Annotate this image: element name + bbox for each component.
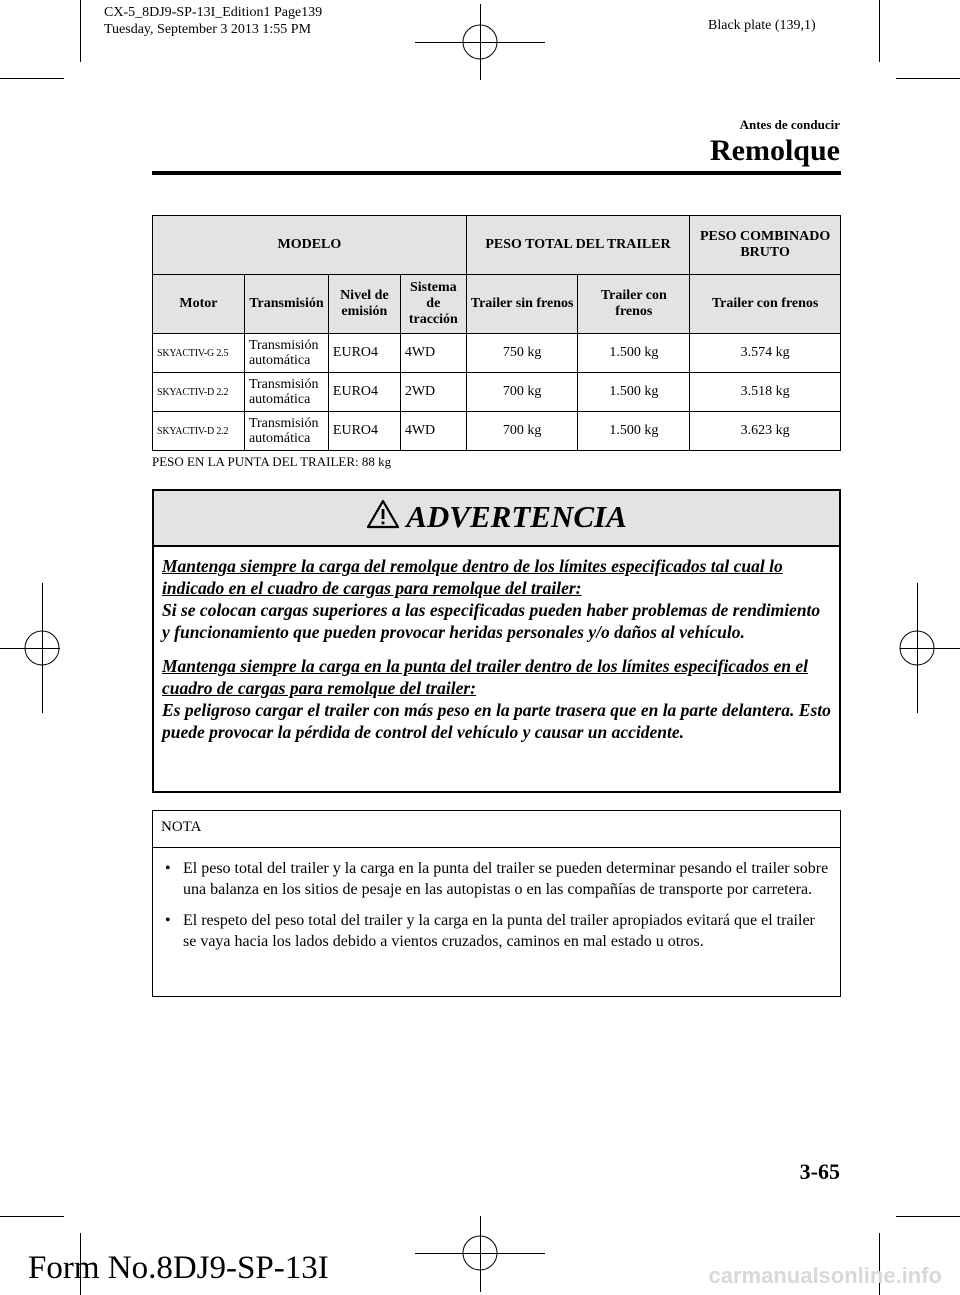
table-row	[153, 412, 841, 451]
cell-sin-frenos: 700 kg	[466, 373, 578, 412]
cell-sin-frenos: 750 kg	[466, 334, 578, 373]
cell-nivel: EURO4	[328, 412, 400, 451]
cell-traccion: 4WD	[400, 412, 466, 451]
cell-con-frenos: 1.500 kg	[578, 373, 690, 412]
cell-motor: SKYACTIV-G 2.5	[153, 334, 245, 373]
cell-transmision: Transmisión automática	[244, 373, 328, 412]
list-item	[165, 858, 832, 900]
warning-body	[154, 547, 839, 743]
warning-text-2: Es peligroso cargar el trailer con más peso en la parte trasera que en la parte delantera. Esto puede provocar la pérdida de control del vehículo y causar un accidente.	[162, 700, 831, 742]
list-item	[165, 910, 832, 952]
section-label: Antes de conducir	[739, 117, 840, 132]
warning-paragraph	[162, 655, 831, 743]
cell-transmision: Transmisión automática	[244, 334, 328, 373]
cell-combinado: 3.574 kg	[690, 334, 841, 373]
table-group-header-row	[153, 216, 841, 275]
cell-combinado: 3.623 kg	[690, 412, 841, 451]
column-transmision: Transmisión	[244, 275, 328, 334]
note-box	[152, 810, 841, 997]
warning-lead-1: Mantenga siempre la carga del remolque dentro de los límites especificados tal cual lo indicado en el cuadro de cargas para remolque del trailer:	[162, 556, 783, 598]
warning-box	[152, 489, 841, 793]
cell-nivel: EURO4	[328, 334, 400, 373]
bullet-icon: •	[165, 912, 171, 929]
header-peso-combinado: PESO COMBINADO BRUTO	[690, 216, 841, 275]
cell-combinado: 3.518 kg	[690, 373, 841, 412]
column-trailer-con-frenos: Trailer con frenos	[578, 275, 690, 334]
column-trailer-sin-frenos: Trailer sin frenos	[466, 275, 578, 334]
note-list	[153, 848, 840, 952]
column-sistema-traccion: Sistema de tracción	[400, 275, 466, 334]
cell-sin-frenos: 700 kg	[466, 412, 578, 451]
table-row	[153, 373, 841, 412]
warning-paragraph	[162, 555, 831, 643]
warning-triangle-icon	[366, 499, 400, 529]
note-title: NOTA	[161, 819, 202, 835]
section-title: Remolque	[710, 134, 840, 167]
cell-traccion: 4WD	[400, 334, 466, 373]
note-item-text: El respeto del peso total del trailer y la carga en la punta del trailer apropiados evitará que el trailer se vaya hacia los lados debido a vientos cruzados, caminos en mal estado u otros.	[183, 912, 815, 950]
cell-con-frenos: 1.500 kg	[578, 334, 690, 373]
slug-line-1: CX-5_8DJ9-SP-13I_Edition1 Page139	[104, 5, 323, 20]
cell-motor: SKYACTIV-D 2.2	[153, 373, 245, 412]
trailer-load-table	[152, 215, 841, 451]
bullet-icon: •	[165, 860, 171, 877]
cell-motor: SKYACTIV-D 2.2	[153, 412, 245, 451]
warning-text-1: Si se colocan cargas superiores a las especificadas pueden haber problemas de rendimiento y funcionamiento que pueden provocar heridas personales y/o daños al vehículo.	[162, 600, 821, 642]
warning-lead-2: Mantenga siempre la carga en la punta del trailer dentro de los límites especificados en el cuadro de cargas para remolque del trailer:	[162, 656, 809, 698]
header-rule	[152, 171, 841, 175]
column-combinado-con-frenos: Trailer con frenos	[690, 275, 841, 334]
black-plate-label: Black plate (139,1)	[708, 18, 816, 33]
header-peso-total: PESO TOTAL DEL TRAILER	[466, 216, 689, 275]
warning-title: ADVERTENCIA	[406, 499, 627, 534]
slug-line-2: Tuesday, September 3 2013 1:55 PM	[104, 22, 312, 37]
form-number: Form No.8DJ9-SP-13I	[28, 1250, 329, 1286]
cell-nivel: EURO4	[328, 373, 400, 412]
cell-con-frenos: 1.500 kg	[578, 412, 690, 451]
tongue-weight-note: PESO EN LA PUNTA DEL TRAILER: 88 kg	[152, 454, 392, 469]
column-motor: Motor	[153, 275, 245, 334]
page-number: 3-65	[799, 1159, 840, 1184]
cell-transmision: Transmisión automática	[244, 412, 328, 451]
watermark: carmanualsonline.info	[708, 1263, 942, 1288]
column-nivel-emision: Nivel de emisión	[328, 275, 400, 334]
cell-traccion: 2WD	[400, 373, 466, 412]
print-slug	[104, 4, 322, 38]
table-row	[153, 334, 841, 373]
note-item-text: El peso total del trailer y la carga en la punta del trailer se pueden determinar pesando el trailer sobre una balanza en los sitios de pesaje en las autopistas o en las compañías de transporte por carretera.	[183, 860, 829, 898]
header-modelo: MODELO	[153, 216, 467, 275]
table-column-header-row	[153, 275, 841, 334]
warning-header	[154, 491, 839, 547]
